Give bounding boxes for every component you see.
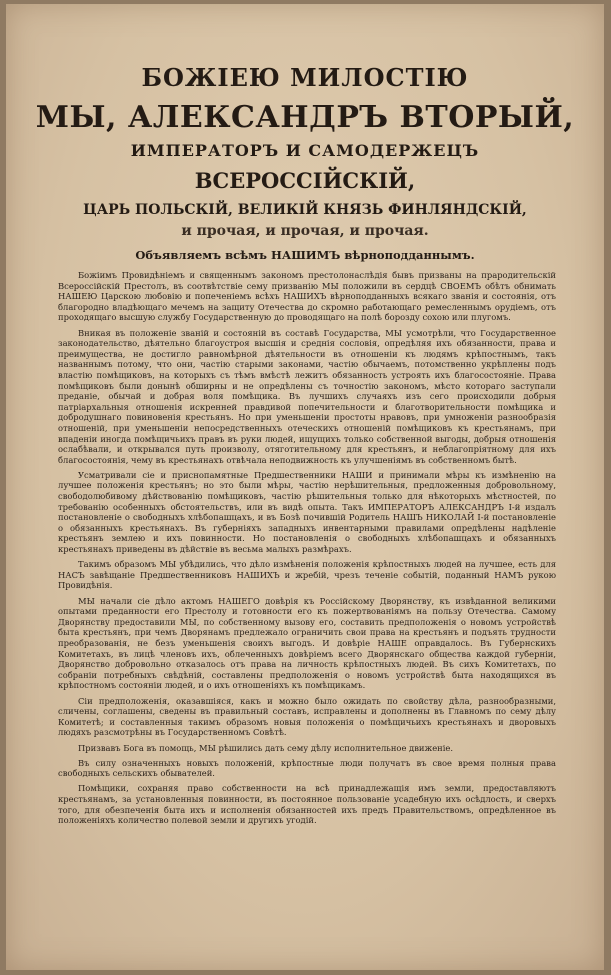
- manifesto-page: [6, 4, 604, 970]
- header-etcetera: и прочая, и прочая, и прочая.: [181, 223, 429, 239]
- header-by-gods-grace: БОЖІЕЮ МИЛОСТІЮ: [141, 63, 469, 92]
- paragraph: Помѣщики, сохраняя право собственности на всѣ принадлежащія имъ земли, предоставляютъ крестьянамъ, за установленныя повинности, въ постоянное пользованіе усадебную ихъ осѣдлость, и сверхъ того, для обезпеченія быта ихъ и исполненія обязанностей ихъ предъ Правительствомъ, опредѣленное въ положеніяхъ количество полевой земли и другихъ угодій.: [58, 783, 556, 826]
- header-all-russian: ВСЕРОССІЙСКІЙ,: [194, 168, 416, 193]
- paragraph: МЫ начали сіе дѣло актомъ НАШЕГО довѣрія къ Россійскому Дворянству, къ извѣданной великими опытами преданности его Престолу и готовности его къ пожертвованіямъ на пользу Отечества. Самому Дворянству предоставили МЫ, по собственному вызову его, составить предположенія о новомъ устройствѣ быта крестьянъ, при чемъ Дворянамъ предлежало ограничить свои права на крестьянъ и подъять трудности преобразованія, не безъ уменьшенія своихъ выгодъ. И довѣріе НАШЕ оправдалось. Въ Губернскихъ Комитетахъ, въ лицѣ членовъ ихъ, облеченныхъ довѣріемъ всего Дворянскаго общества каждой губерніи, Дворянство добровольно отказалось отъ права на личность крѣпостныхъ людей. Въ сихъ Комитетахъ, по собраніи потребныхъ свѣдѣній, составлены предположенія о новомъ устройствѣ быта находящихся въ крѣпостномъ состояніи людей, и о ихъ отношеніяхъ къ помѣщикамъ.: [58, 595, 556, 691]
- header-announcement: Объявляемъ всѣмъ НАШИМЪ вѣрноподданнымъ.: [135, 248, 475, 262]
- header-emperor-autocrat: ИМПЕРАТОРЪ И САМОДЕРЖЕЦЪ: [130, 141, 480, 160]
- paragraph: Усматривали сіе и приснопамятные Предшественники НАШИ и принимали мѣры къ измѣненію на лучшее положенія крестьянъ; но это были мѣры, частію нерѣшительныя, предложенныя добровольному, свободолюбивому дѣйствованію помѣщиковъ, частію рѣшительныя только для нѣкоторыхъ мѣстностей, по требованію особенныхъ обстоятельствъ, или въ видѣ опыта. Такъ ИМПЕРАТОРЪ АЛЕКСАНДРЪ I-й издалъ постановленіе о свободныхъ хлѣбопашцахъ, и въ Бозѣ почившій Родитель НАШЪ НИКОЛАЙ I-й постановленіе о обязанныхъ крестьянахъ. Въ губерніяхъ западныхъ инвентарными правилами опредѣлены надѣленіе крестьянъ землею и ихъ повинности. Но постановленія о свободныхъ хлѣбопашцахъ и обязанныхъ крестьянахъ приведены въ дѣйствіе въ весьма малыхъ размѣрахъ.: [58, 469, 556, 555]
- paragraph: Призвавъ Бога въ помощь, МЫ рѣшились дать сему дѣлу исполнительное движеніе.: [78, 742, 454, 753]
- manifesto-body: [58, 270, 556, 830]
- paragraph: Въ силу означенныхъ новыхъ положеній, крѣпостные люди получатъ въ свое время полныя права свободныхъ сельскихъ обывателей.: [58, 757, 556, 779]
- header-emperor-name: МЫ, АЛЕКСАНДРЪ ВТОРЫЙ,: [35, 100, 575, 135]
- paragraph: Вникая въ положеніе званій и состояній въ составѣ Государства, МЫ усмотрѣли, что Государственное законодательство, дѣятельно благоустроя высшія и среднія сословія, опредѣляя ихъ обязанности, права и преимущества, не достигло равномѣрной дѣятельности въ отношеніи къ людямъ крѣпостнымъ, такъ названнымъ потому, что они, частію старыми законами, частію обычаемъ, потомственно укрѣплены подъ властію помѣщиковъ, на которыхъ съ тѣмъ вмѣстѣ лежитъ обязанность устроять ихъ благосостояніе. Права помѣщиковъ были донынѣ обширны и не опредѣлены съ точностію закономъ, мѣсто котораго заступали преданіе, обычай и добрая воля помѣщика. Въ лучшихъ случаяхъ изъ сего происходили добрыя патріархальныя отношенія искренней правдивой попечительности и благотворительности помѣщика и добродушнаго повиновенія крестьянъ. Но при уменьшеніи простоты нравовъ, при умноженіи разнообразія отношеній, при уменьшеніи непосредственныхъ отеческихъ отношеній помѣщиковъ къ крестьянамъ, при впаденіи иногда помѣщичьихъ правъ въ руки людей, ищущихъ только собственной выгоды, добрыя отношенія ослабѣвали, и открывался путь произволу, отяготительному для крестьянъ, и неблагопріятному для ихъ благосостоянія, чему въ крестьянахъ отвѣчала неподвижность къ улучшеніямъ въ собственномъ бытѣ.: [58, 327, 556, 465]
- paragraph: Божіимъ Провидѣніемъ и священнымъ закономъ престолонаслѣдія бывъ призваны на прародительскій Всероссійскій Престолъ, въ соотвѣтствіе сему призванію МЫ положили въ сердцѣ СВОЕМЪ обѣтъ обнимать НАШЕЮ Царскою любовію и попеченіемъ всѣхъ НАШИХЪ вѣрноподданныхъ всякаго званія и состоянія, отъ благородно владѣющаго мечемъ на защиту Отечества до скромно работающаго ремесленнымъ орудіемъ, отъ проходящаго высшую службу Государственную до проводящаго на полѣ борозду сохою или плугомъ.: [58, 270, 556, 323]
- paragraph: Сіи предположенія, оказавшіяся, какъ и можно было ожидать по свойству дѣла, разнообразными, сличены, соглашены, сведены въ правильный составъ, исправлены и дополнены въ Главномъ по сему дѣлу Комитетѣ; и составленныя такимъ образомъ новыя положенія о помѣщичьихъ крестьянахъ и дворовыхъ людяхъ разсмотрѣны въ Государственномъ Совѣтѣ.: [58, 695, 556, 738]
- header-titles: ЦАРЬ ПОЛЬСКІЙ, ВЕЛИКІЙ КНЯЗЬ ФИНЛЯНДСКІЙ,: [83, 202, 527, 218]
- paragraph: Такимъ образомъ МЫ убѣдились, что дѣло измѣненія положенія крѣпостныхъ людей на лучшее, есть для НАСЪ завѣщаніе Предшественниковъ НАШИХЪ и жребій, чрезъ теченіе событій, поданный НАМЪ рукою Провидѣнія.: [58, 559, 556, 591]
